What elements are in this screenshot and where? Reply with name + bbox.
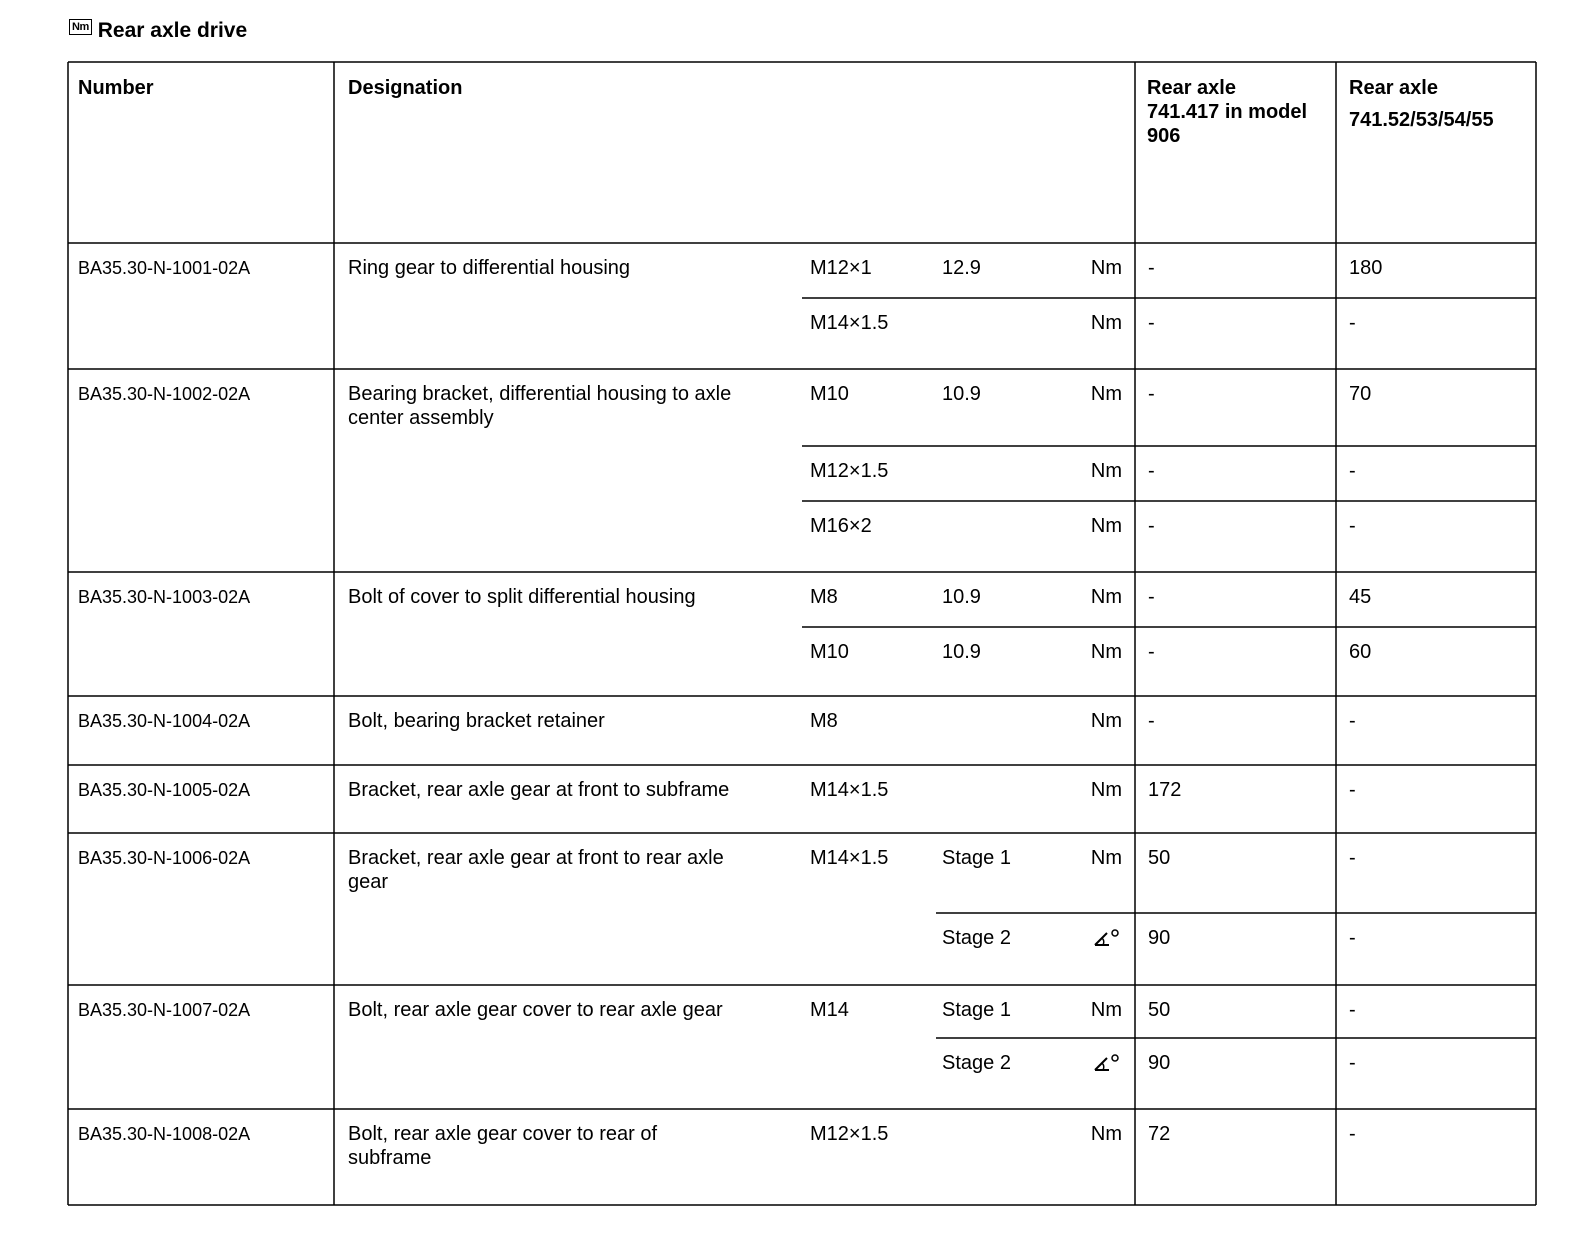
thread-size: M14 [810,999,849,1021]
designation-text: Bracket, rear axle gear at front to subframe [348,779,730,801]
strength-grade: Stage 1 [942,847,1011,869]
strength-grade: 10.9 [942,586,981,608]
value-rear-axle-b: - [1349,999,1356,1021]
thread-size: M12×1.5 [810,1123,889,1145]
unit-label: Nm [1090,383,1122,405]
value-rear-axle-a: 90 [1148,927,1171,949]
value-rear-axle-b: - [1349,847,1356,869]
value-rear-axle-a: 50 [1148,999,1171,1021]
part-number: BA35.30-N-1002-02A [78,384,251,404]
value-rear-axle-b: - [1349,1052,1356,1074]
header-number: Number [78,77,154,99]
thread-size: M10 [810,383,849,405]
unit-label: Nm [1090,1123,1122,1145]
value-rear-axle-b: - [1349,927,1356,949]
designation-text: Bolt, rear axle gear cover to rear axle gear [348,999,723,1021]
header-designation: Designation [348,77,463,99]
part-number: BA35.30-N-1005-02A [78,780,251,800]
thread-size: M10 [810,641,849,663]
value-rear-axle-a: - [1148,515,1155,537]
strength-grade: Stage 1 [942,999,1011,1021]
value-rear-axle-a: - [1148,710,1155,732]
value-rear-axle-a: 172 [1148,779,1182,801]
value-rear-axle-a: - [1148,257,1155,279]
header-rear-axle-b-line2: 741.52/53/54/55 [1349,109,1494,131]
value-rear-axle-b: - [1349,515,1356,537]
part-number: BA35.30-N-1007-02A [78,1000,251,1020]
header-rear-axle-a-line1: Rear axle [1147,77,1236,99]
part-number: BA35.30-N-1006-02A [78,848,251,868]
designation-text: Bearing bracket, differential housing to axle [348,383,732,405]
unit-label: Nm [1090,586,1122,608]
value-rear-axle-a: 72 [1148,1123,1171,1145]
thread-size: M8 [810,586,838,608]
value-rear-axle-b: - [1349,312,1356,334]
value-rear-axle-a: - [1148,641,1155,663]
thread-size: M8 [810,710,838,732]
strength-grade: 10.9 [942,383,981,405]
unit-label: Nm [1090,847,1122,869]
thread-size: M12×1 [810,257,872,279]
header-rear-axle-a-line3: 906 [1147,125,1181,147]
unit-label: Nm [1090,515,1122,537]
thread-size: M14×1.5 [810,312,889,334]
value-rear-axle-a: 90 [1148,1052,1171,1074]
angle-degree-icon [1092,926,1122,950]
value-rear-axle-b: 60 [1349,641,1372,663]
part-number: BA35.30-N-1001-02A [78,258,251,278]
value-rear-axle-b: 180 [1349,257,1383,279]
unit-label: Nm [1090,257,1122,279]
header-rear-axle-a-line2: 741.417 in model [1147,101,1308,123]
part-number: BA35.30-N-1004-02A [78,711,251,731]
thread-size: M16×2 [810,515,872,537]
torque-nm-icon: Nm [69,19,92,35]
unit-label: Nm [1090,779,1122,801]
angle-degree-icon [1092,1051,1122,1075]
unit-label: Nm [1090,312,1122,334]
designation-text: Bolt, bearing bracket retainer [348,710,605,732]
unit-label: Nm [1090,710,1122,732]
designation-text: center assembly [348,407,494,429]
strength-grade: Stage 2 [942,1052,1011,1074]
value-rear-axle-a: - [1148,460,1155,482]
value-rear-axle-b: 45 [1349,586,1372,608]
thread-size: M14×1.5 [810,779,889,801]
designation-text: Bolt of cover to split differential housing [348,586,696,608]
designation-text: Bracket, rear axle gear at front to rear axle [348,847,724,869]
value-rear-axle-a: 50 [1148,847,1171,869]
value-rear-axle-b: 70 [1349,383,1372,405]
value-rear-axle-b: - [1349,779,1356,801]
unit-label: Nm [1090,999,1122,1021]
strength-grade: Stage 2 [942,927,1011,949]
page-title-text: Rear axle drive [97,19,248,42]
value-rear-axle-b: - [1349,710,1356,732]
designation-text: Ring gear to differential housing [348,257,631,279]
unit-label: Nm [1090,460,1122,482]
value-rear-axle-b: - [1349,460,1356,482]
value-rear-axle-a: - [1148,586,1155,608]
header-rear-axle-b-line1: Rear axle [1349,77,1438,99]
unit-label: Nm [1090,641,1122,663]
strength-grade: 10.9 [942,641,981,663]
strength-grade: 12.9 [942,257,981,279]
designation-text: subframe [348,1147,432,1169]
part-number: BA35.30-N-1003-02A [78,587,251,607]
thread-size: M14×1.5 [810,847,889,869]
thread-size: M12×1.5 [810,460,889,482]
designation-text: gear [348,871,389,893]
value-rear-axle-b: - [1349,1123,1356,1145]
value-rear-axle-a: - [1148,312,1155,334]
part-number: BA35.30-N-1008-02A [78,1124,251,1144]
value-rear-axle-a: - [1148,383,1155,405]
designation-text: Bolt, rear axle gear cover to rear of [348,1123,658,1145]
